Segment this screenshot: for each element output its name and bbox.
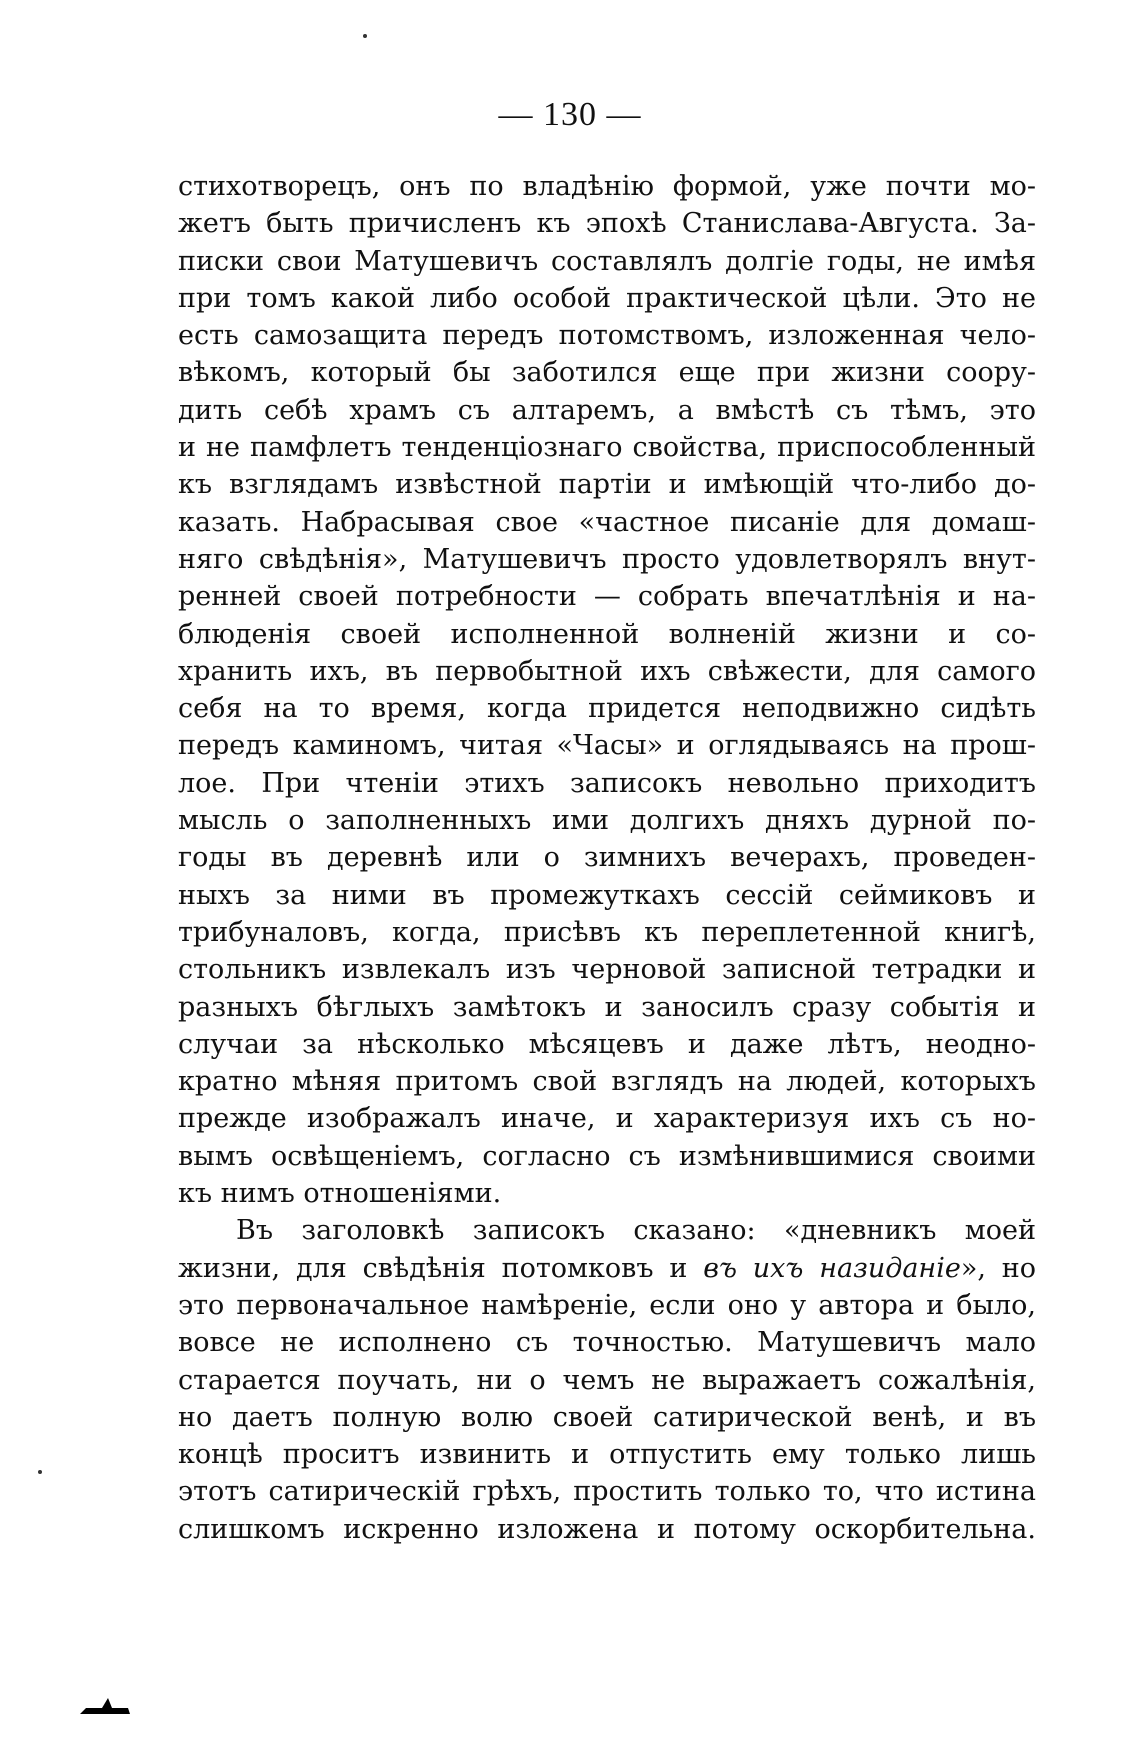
text-segment: », но: [960, 1252, 1037, 1284]
text-line: дить себѣ храмъ съ алтаремъ, а вмѣстѣ съ тѣмъ, это: [178, 394, 1036, 426]
scan-speck: [363, 34, 367, 38]
text-line: ренней своей потребности — собрать впечатлѣнія и на-: [178, 581, 1036, 613]
printer-mark-icon: [80, 1696, 130, 1714]
text-line: слишкомъ искренно изложена и потому оскорбительна.: [178, 1513, 1036, 1545]
paragraph-2: [178, 1212, 1036, 1548]
text-line: блюденія своей исполненной волненій жизни и со-: [178, 618, 1036, 650]
text-line: кратно мѣняя притомъ свой взглядъ на людей, которыхъ: [178, 1066, 1036, 1098]
text-line: ныхъ за ними въ промежуткахъ сессій сеймиковъ и: [178, 879, 1036, 911]
text-line: вѣкомъ, который бы заботился еще при жизни соору-: [178, 357, 1036, 389]
text-line: хранить ихъ, въ первобытной ихъ свѣжести, для самого: [178, 655, 1036, 687]
text-line: жетъ быть причисленъ къ эпохѣ Станислава-Августа. За-: [178, 208, 1036, 240]
text-line: писки свои Матушевичъ составлялъ долгіе годы, не имѣя: [178, 245, 1036, 277]
text-line: передъ каминомъ, читая «Часы» и оглядываясь на прош-: [178, 730, 1036, 762]
text-line: себя на то время, когда придется неподвижно сидѣть: [178, 693, 1036, 725]
italic-phrase: въ ихъ назиданіе: [703, 1252, 961, 1284]
paragraph-1: [178, 168, 1036, 1212]
text-line: мысль о заполненныхъ ими долгихъ дняхъ дурной по-: [178, 805, 1036, 837]
text-line: этотъ сатирическій грѣхъ, простить только то, что истина: [178, 1476, 1036, 1508]
text-line: къ нимъ отношеніями.: [178, 1178, 502, 1210]
scan-speck: [38, 1470, 42, 1474]
text-line: концѣ проситъ извинить и отпустить ему только лишь: [178, 1439, 1036, 1471]
text-line: при томъ какой либо особой практической цѣли. Это не: [178, 282, 1036, 314]
body-text: [178, 168, 1036, 1548]
text-line: вымъ освѣщеніемъ, согласно съ измѣнившимися своими: [178, 1140, 1036, 1172]
text-segment: жизни, для свѣдѣнія потомковъ и: [178, 1252, 704, 1284]
text-line: трибуналовъ, когда, присѣвъ къ переплетенной книгѣ,: [178, 916, 1036, 948]
text-line: разныхъ бѣглыхъ замѣтокъ и заносилъ сразу событія и: [178, 991, 1036, 1023]
text-line: вовсе не исполнено съ точностью. Матушевичъ мало: [178, 1327, 1036, 1359]
text-line: къ взглядамъ извѣстной партіи и имѣющій что-либо до-: [178, 469, 1036, 501]
text-line: случаи за нѣсколько мѣсяцевъ и даже лѣтъ, неодно-: [178, 1028, 1036, 1060]
text-line: годы въ деревнѣ или о зимнихъ вечерахъ, проведен-: [178, 842, 1036, 874]
text-line: стихотворецъ, онъ по владѣнію формой, уже почти мо-: [178, 171, 1036, 202]
text-line: [178, 1250, 1036, 1287]
text-line: и не памфлетъ тенденціознаго свойства, приспособленный: [178, 432, 1036, 464]
text-line: стольникъ извлекалъ изъ черновой записной тетрадки и: [178, 954, 1036, 986]
text-line: казать. Набрасывая свое «частное писаніе для домаш-: [178, 506, 1036, 538]
text-line: лое. При чтеніи этихъ записокъ невольно приходитъ: [178, 767, 1036, 799]
text-line: есть самозащита передъ потомствомъ, изложенная чело-: [178, 320, 1036, 352]
text-line: няго свѣдѣнія», Матушевичъ просто удовлетворялъ внут-: [178, 543, 1036, 575]
text-line: это первоначальное намѣреніе, если оно у автора и было,: [178, 1289, 1036, 1321]
text-line: но даетъ полную волю своей сатирической венѣ, и въ: [178, 1401, 1036, 1433]
text-line: старается поучать, ни о чемъ не выражаетъ сожалѣнія,: [178, 1364, 1036, 1396]
text-line: прежде изображалъ иначе, и характеризуя ихъ съ но-: [178, 1103, 1036, 1135]
page-number: — 130 —: [498, 96, 642, 133]
text-line: Въ заголовкѣ записокъ сказано: «дневникъ моей: [236, 1215, 1036, 1247]
